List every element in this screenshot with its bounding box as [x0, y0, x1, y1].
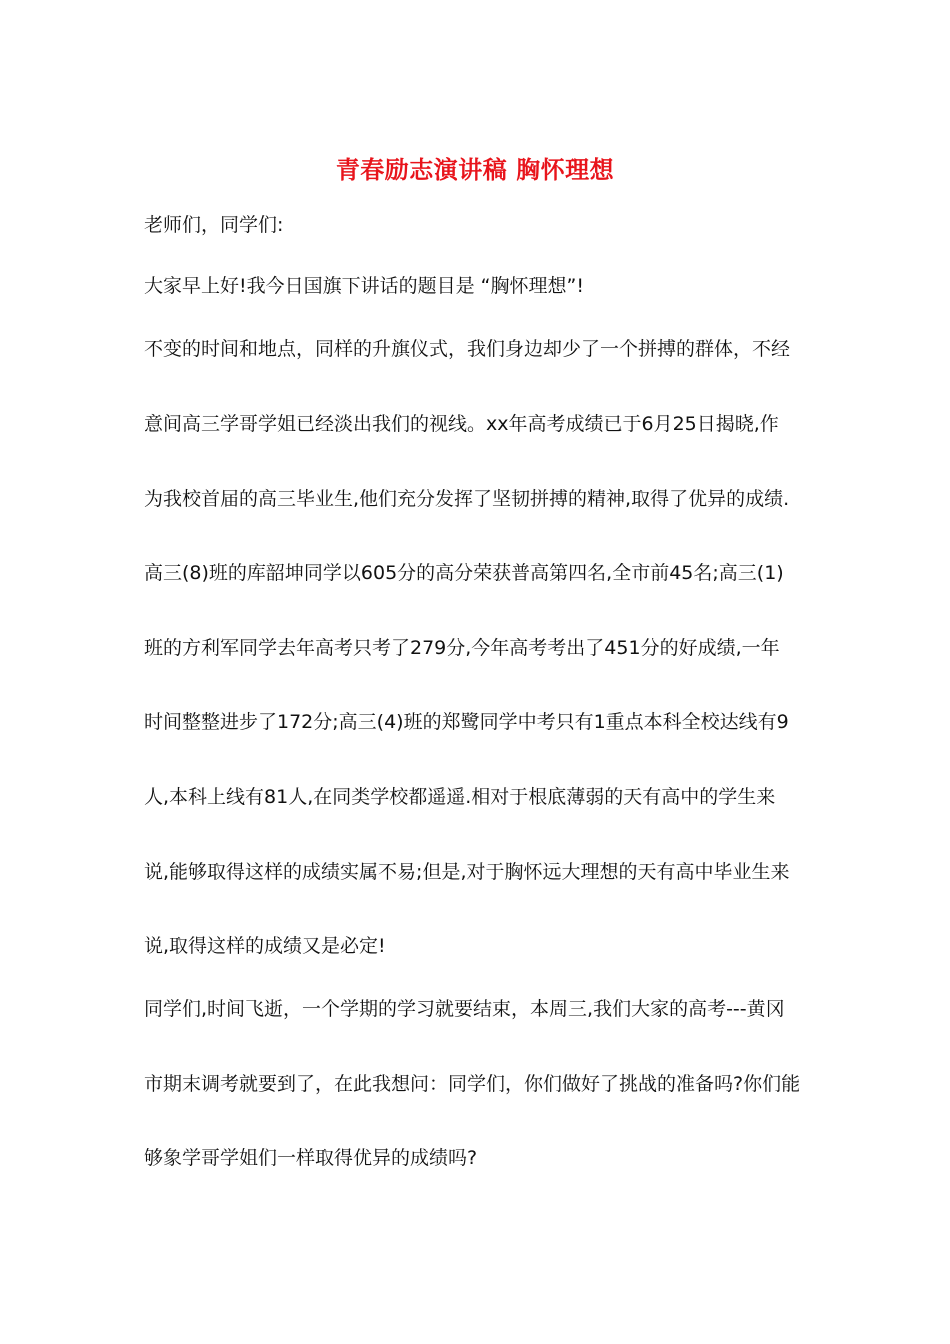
- paragraph-line: 高三(8)班的库韶坤同学以605分的高分荣获普高第四名,全市前45名;高三(1): [144, 562, 784, 584]
- document-title: 青春励志演讲稿 胸怀理想: [335, 156, 615, 184]
- paragraph-line: 人,本科上线有81人,在同类学校都遥遥.相对于根底薄弱的天有高中的学生来: [144, 786, 776, 808]
- paragraph-line: 市期末调考就要到了，在此我想问：同学们，你们做好了挑战的准备吗?你们能: [144, 1073, 801, 1095]
- paragraph-line: 时间整整进步了172分;高三(4)班的郑鹭同学中考只有1重点本科全校达线有9: [144, 711, 789, 733]
- paragraph-line: 意间高三学哥学姐已经淡出我们的视线。xx年高考成绩已于6月25日揭晓,作: [144, 413, 779, 435]
- paragraph-line: 为我校首届的高三毕业生,他们充分发挥了坚韧拼搏的精神,取得了优异的成绩.: [144, 488, 790, 510]
- paragraph-line: 说,取得这样的成绩又是必定!: [144, 935, 386, 957]
- paragraph-line: 同学们,时间飞逝，一个学期的学习就要结束，本周三,我们大家的高考---黄冈: [144, 998, 785, 1020]
- paragraph-line: 够象学哥学姐们一样取得优异的成绩吗?: [144, 1147, 478, 1169]
- greeting-line: 大家早上好!我今日国旗下讲话的题目是 “胸怀理想”!: [144, 275, 584, 297]
- paragraph-line: 说,能够取得这样的成绩实属不易;但是,对于胸怀远大理想的天有高中毕业生来: [144, 861, 790, 883]
- paragraph-line: 班的方利军同学去年高考只考了279分,今年高考考出了451分的好成绩,一年: [144, 637, 780, 659]
- salutation-line: 老师们，同学们:: [144, 214, 284, 236]
- paragraph-line: 不变的时间和地点，同样的升旗仪式，我们身边却少了一个拼搏的群体，不经: [144, 338, 791, 360]
